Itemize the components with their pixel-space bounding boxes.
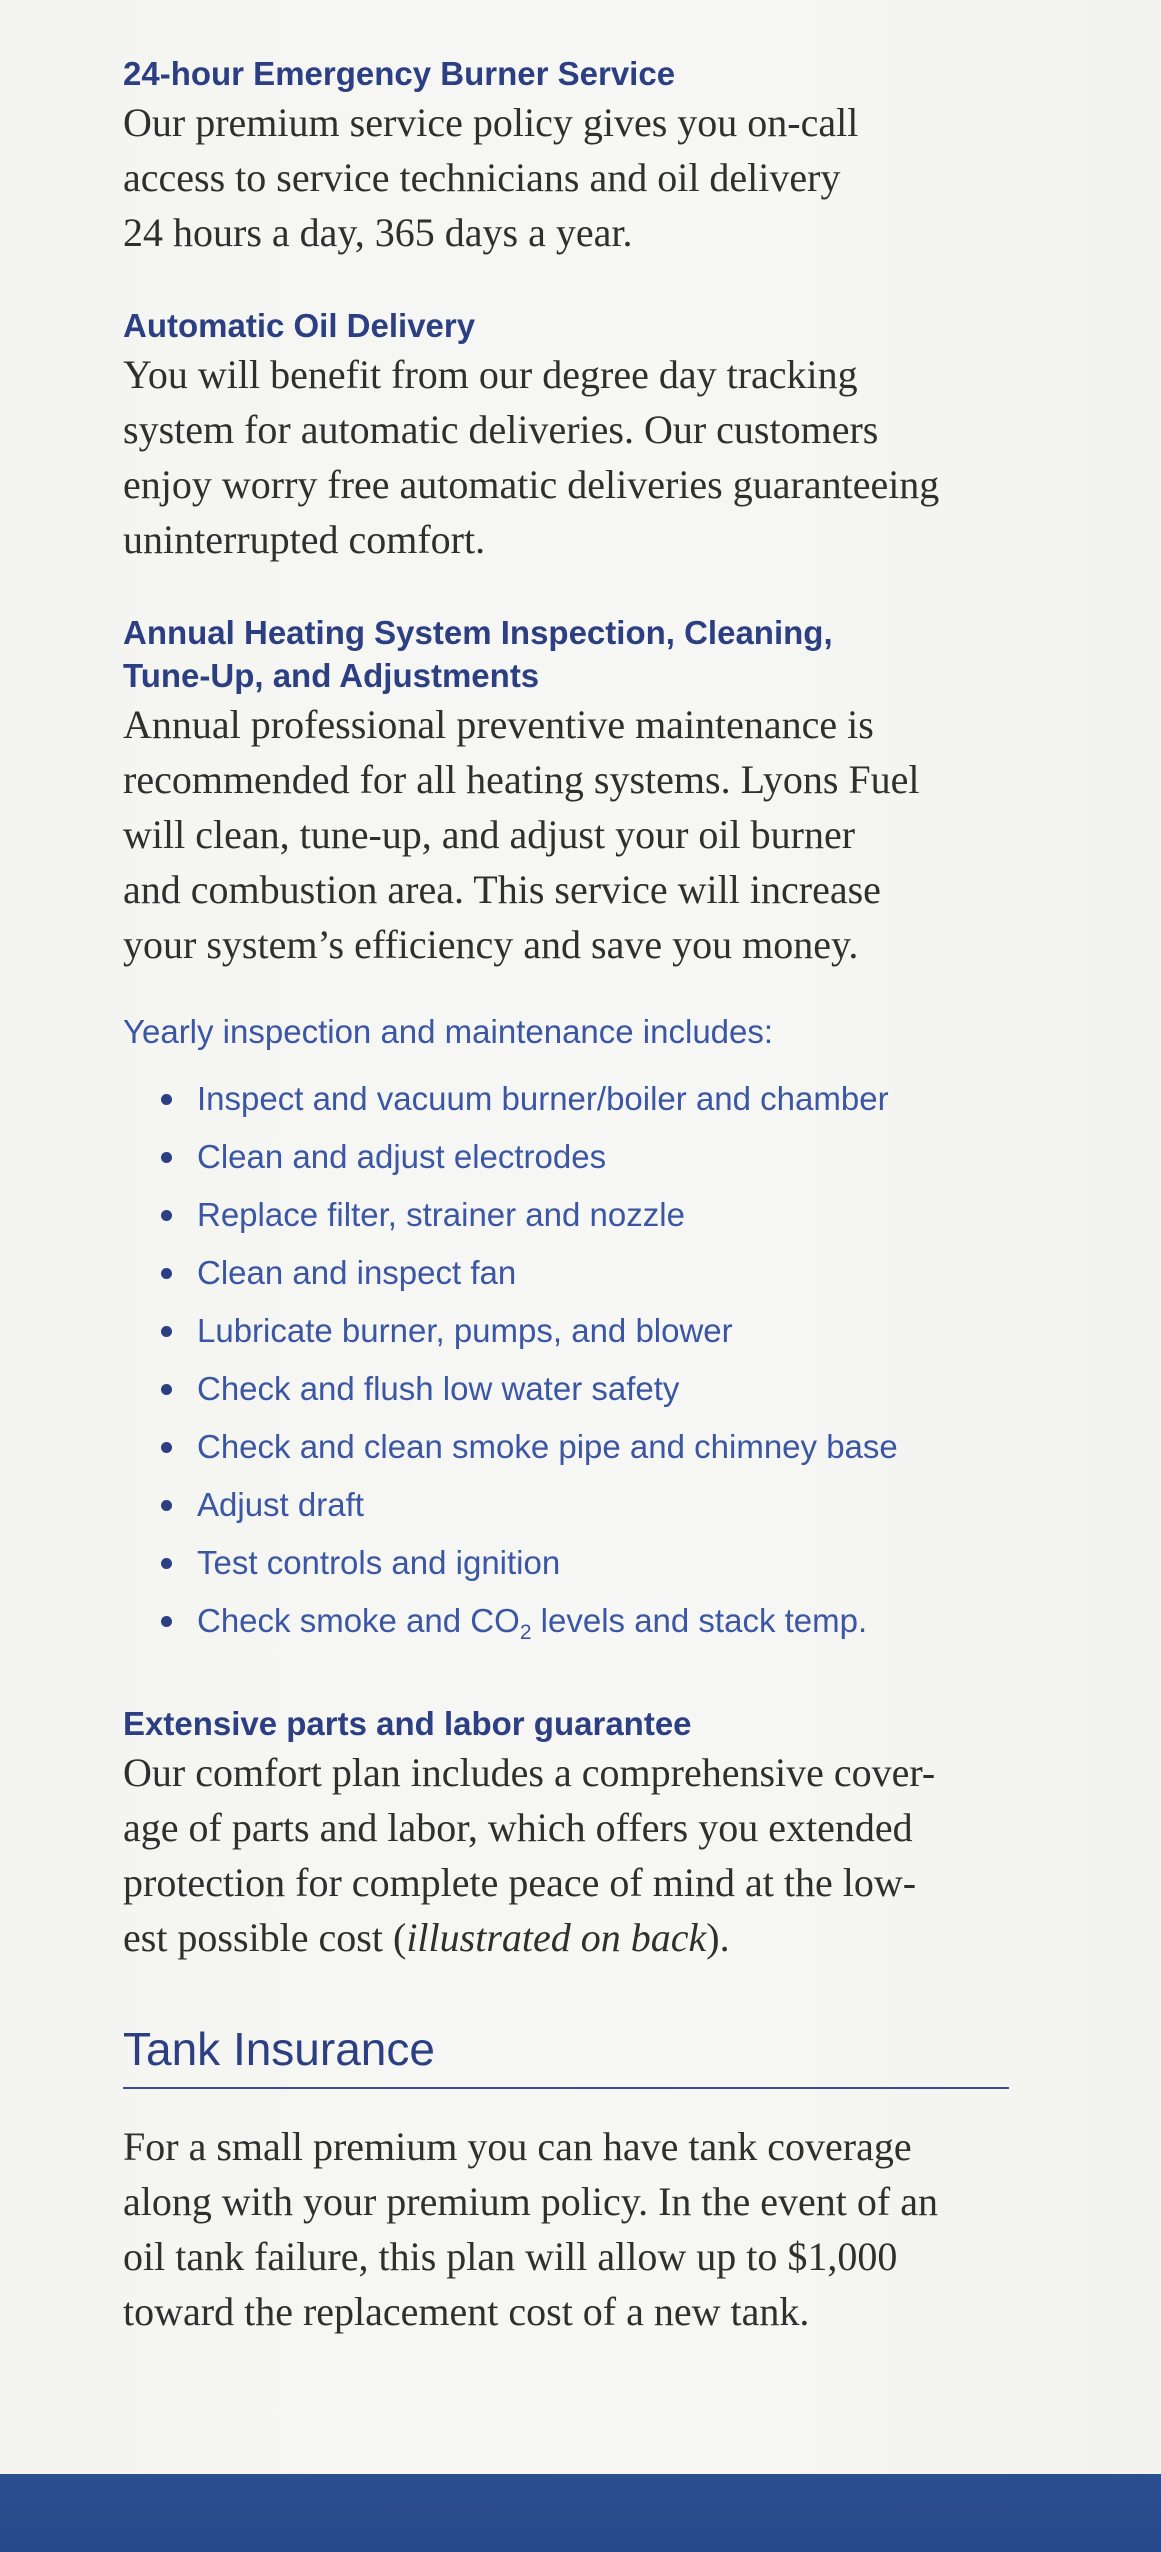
body-line: and combustion area. This service will increase <box>123 867 881 912</box>
list-item-text: Check and clean smoke pipe and chimney base <box>197 1428 898 1465</box>
list-item <box>161 1360 1023 1418</box>
body-line: est possible cost ( <box>123 1915 407 1960</box>
tank-insurance-title: Tank Insurance <box>123 2023 435 2075</box>
emergency-service-body <box>123 95 1023 260</box>
bullet-icon <box>161 1384 172 1395</box>
list-item-text: levels and stack temp. <box>531 1602 868 1639</box>
list-item <box>161 1244 1023 1302</box>
subscript-text: 2 <box>519 1621 532 1644</box>
bullet-icon <box>161 1442 172 1453</box>
list-item-text: Clean and inspect fan <box>197 1254 517 1291</box>
body-line: will clean, tune-up, and adjust your oil burner <box>123 812 856 857</box>
guarantee-section <box>123 1702 1023 1965</box>
list-item-text: Test controls and ignition <box>197 1544 561 1581</box>
guarantee-body <box>123 1745 1023 1965</box>
list-item-text: Check and flush low water safety <box>197 1370 680 1407</box>
list-item <box>161 1534 1023 1592</box>
bullet-icon <box>161 1326 172 1337</box>
list-item <box>161 1592 1023 1650</box>
bullet-icon <box>161 1616 172 1627</box>
body-line: recommended for all heating systems. Lyons Fuel <box>123 757 920 802</box>
maintenance-checklist <box>123 1070 1023 1650</box>
heading-line: Tune-Up, and Adjustments <box>123 657 540 694</box>
body-line: your system’s efficiency and save you money. <box>123 922 859 967</box>
body-line: toward the replacement cost of a new tank. <box>123 2289 810 2334</box>
list-item <box>161 1186 1023 1244</box>
tank-insurance-body <box>123 2119 1023 2339</box>
body-line: You will benefit from our degree day tracking <box>123 352 858 397</box>
emergency-service-heading: 24-hour Emergency Burner Service <box>123 55 676 92</box>
checklist-intro: Yearly inspection and maintenance includes: <box>123 1013 774 1050</box>
bullet-icon <box>161 1152 172 1163</box>
list-item <box>161 1128 1023 1186</box>
list-item <box>161 1070 1023 1128</box>
annual-inspection-heading <box>123 611 1023 697</box>
bullet-icon <box>161 1094 172 1105</box>
list-item-text: Adjust draft <box>197 1486 364 1523</box>
guarantee-heading: Extensive parts and labor guarantee <box>123 1705 692 1742</box>
list-item <box>161 1476 1023 1534</box>
list-item <box>161 1302 1023 1360</box>
body-line: Our comfort plan includes a comprehensive cover- <box>123 1750 936 1795</box>
bullet-icon <box>161 1210 172 1221</box>
body-line: age of parts and labor, which offers you extended <box>123 1805 913 1850</box>
body-line: along with your premium policy. In the event of an <box>123 2179 938 2224</box>
bullet-icon <box>161 1500 172 1511</box>
annual-inspection-section <box>123 611 1023 972</box>
list-item <box>161 1418 1023 1476</box>
annual-inspection-body <box>123 697 1023 972</box>
body-line: For a small premium you can have tank coverage <box>123 2124 912 2169</box>
list-item-text: Replace filter, strainer and nozzle <box>197 1196 685 1233</box>
body-line: oil tank failure, this plan will allow up to $1,000 <box>123 2234 898 2279</box>
automatic-delivery-body <box>123 347 1023 567</box>
automatic-delivery-section <box>123 304 1023 567</box>
list-item-text: Inspect and vacuum burner/boiler and chamber <box>197 1080 889 1117</box>
list-item-text: Check smoke and CO <box>197 1602 520 1639</box>
body-line: ). <box>706 1915 730 1960</box>
body-line: Our premium service policy gives you on-call <box>123 100 859 145</box>
automatic-delivery-heading: Automatic Oil Delivery <box>123 307 476 344</box>
list-item-text: Lubricate burner, pumps, and blower <box>197 1312 733 1349</box>
bullet-icon <box>161 1558 172 1569</box>
body-line: protection for complete peace of mind at the low- <box>123 1860 917 1905</box>
body-line: Annual professional preventive maintenance is <box>123 702 874 747</box>
list-item-text: Clean and adjust electrodes <box>197 1138 607 1175</box>
emergency-service-section <box>123 52 1023 260</box>
footer-color-band <box>0 2474 1161 2552</box>
body-line: system for automatic deliveries. Our customers <box>123 407 879 452</box>
body-line: 24 hours a day, 365 days a year. <box>123 210 633 255</box>
bullet-icon <box>161 1268 172 1279</box>
title-divider <box>123 2087 1009 2089</box>
italic-reference: illustrated on back <box>406 1915 707 1960</box>
body-line: uninterrupted comfort. <box>123 517 486 562</box>
heading-line: Annual Heating System Inspection, Cleaning, <box>123 614 833 651</box>
content-column <box>123 52 1023 2339</box>
body-line: access to service technicians and oil delivery <box>123 155 841 200</box>
body-line: enjoy worry free automatic deliveries guaranteeing <box>123 462 940 507</box>
